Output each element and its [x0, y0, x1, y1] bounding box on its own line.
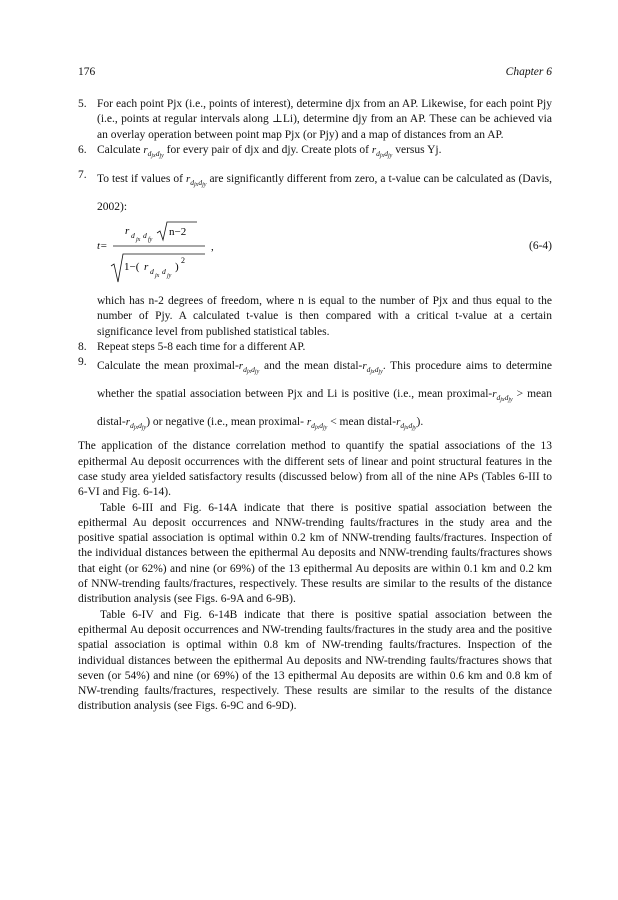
running-header [78, 66, 552, 78]
numerator-r: r [125, 225, 130, 238]
equation-lhs: t= [97, 240, 108, 253]
text-run: . This procedure aims to determine whether the spatial association between Pjx and Li is positive (i.e., mean proximal- [97, 360, 552, 401]
close-paren: ) [175, 261, 179, 274]
body-paragraph: The application of the distance correlation method to quantify the spatial associations of the 13 epithermal Au deposit occurrences with the different sets of linear and point structural features in the case study area yielded satisfactory results (discussed below) from all of the nine APs (Tables 6-III to 6-VI and Fig. 6-14). [78, 440, 552, 499]
text-run: are significantly different from zero, a t-value can be calculated as (Davis, 2002): [97, 173, 553, 214]
r-symbol: $r_{d_{jx}d_{jy}}$ [492, 388, 513, 404]
list-item-9 [78, 355, 552, 439]
r-symbol: $r_{d_{jx}d_{jy}}$ [143, 143, 164, 159]
list-text: which has n-2 degrees of freedom, where n is equal to the number of Pjx and thus equal to the number of Pjy. A calculated t-value is then compared with a critical t-value at a certain significance level from published statistical tables. [97, 295, 552, 338]
list-text: Repeat steps 5-8 each time for a different AP. [97, 341, 306, 354]
list-text: For each point Pjx (i.e., points of interest), determine djx from an AP. Likewise, for each point Pjy (i.e., points at regular intervals along ⊥Li), determine djy from an AP. These can be achieved via an overlay operation between point map Pjx (or Pjy) and a map of distances from an AP. [97, 98, 552, 141]
subscript: jy [167, 273, 172, 280]
document-page [78, 66, 552, 715]
subscript: jx [155, 273, 160, 280]
text-run: > mean distal- [97, 388, 553, 429]
text-run: Calculate [97, 143, 141, 156]
text-run: for every pair of djx and djy. Create plots of [166, 143, 370, 156]
fraction-graphic [107, 218, 297, 294]
subscript: fy [148, 237, 153, 244]
exponent: 2 [181, 256, 185, 266]
list-number: 5. [78, 98, 87, 110]
r-symbol: $r_{d_{jx}d_{jy}}$ [185, 173, 207, 189]
list-text [97, 168, 552, 218]
list-number-spacer [78, 294, 97, 340]
subscript: d [150, 267, 154, 277]
list-number: 6. [78, 143, 87, 156]
list-item-7-continued [78, 294, 552, 340]
list-number: 8. [78, 341, 87, 354]
subscript: d [162, 267, 166, 277]
text-run: versus Yj. [395, 143, 442, 156]
r-symbol: $r_{d_{jx}d_{jy}}$ [362, 360, 383, 376]
text-run: ). [416, 416, 424, 429]
text-run: ) or negative (i.e., mean proximal- [146, 416, 304, 429]
r-symbol: $r_{d_{jx}d_{jy}}$ [125, 416, 147, 432]
subscript: d [143, 231, 147, 241]
t-value-equation [97, 218, 552, 294]
text-run: To test if values of [97, 173, 183, 186]
chapter-title: Chapter 6 [505, 66, 552, 78]
list-item-7 [78, 168, 552, 218]
text-run: Calculate the mean proximal- [97, 360, 239, 373]
body-paragraph: Table 6-III and Fig. 6-14A indicate that there is positive spatial association between the epithermal Au deposit occurrences and NNW-trending faults/fractures in the study area and the positive spatial association is optimal within 0.2 km of NNW-trending faults/fractures. Inspection of the individual distances between the epithermal Au deposits and NNW-trending faults/fractures shows that eight (or 62%) and nine (or 69%) of the 13 epithermal Au deposits are within 0.1 km and 0.2 km of NNW-trending faults/fractures, respectively. These results are similar to the results of the distance distribution analysis (see Figs. 6-9A and 6-9B). [78, 501, 552, 606]
comma: , [211, 241, 214, 254]
r-symbol: $r_{d_{jx}d_{jy}}$ [238, 360, 260, 376]
denominator-r: r [144, 261, 149, 274]
text-run: and the mean distal- [263, 360, 363, 373]
list-text [97, 143, 552, 164]
sqrt-content: n−2 [169, 226, 187, 239]
body-paragraph: Table 6-IV and Fig. 6-14B indicate that there is positive spatial association between the epithermal Au deposit occurrences and NW-trending faults/fractures in the study area and the positive spatial association is optimal within 0.8 km of NW-trending faults/fractures. Inspection of the individual distances between the epithermal Au deposits and NW-trending faults/fractures shows that seven (or 54%) and nine (or 69%) of the 13 epithermal Au deposits are within 0.6 km and 0.8 km of NW-trending faults/fractures, respectively. These results are similar to the results of the distance distribution analysis (see Figs. 6-9C and 6-9D). [78, 608, 552, 713]
list-number: 9. [78, 356, 87, 369]
page-number: 176 [78, 66, 96, 78]
list-item-8 [78, 340, 552, 355]
subscript: jx [136, 237, 141, 244]
r-symbol: $r_{d_{jx}d_{jy}}$ [396, 416, 417, 432]
r-symbol: $r_{d_{jx}d_{jy}}$ [371, 143, 393, 159]
list-text [97, 355, 552, 439]
equation-number: (6-4) [529, 240, 552, 253]
r-symbol: $r_{d_{jx}d_{jy}}$ [306, 416, 328, 432]
denominator-text: 1−( [124, 261, 140, 274]
list-number: 7. [78, 169, 87, 182]
list-item-6 [78, 143, 552, 164]
list-item-5 [78, 97, 552, 143]
text-run: < mean distal- [330, 416, 397, 429]
subscript: d [131, 231, 135, 241]
